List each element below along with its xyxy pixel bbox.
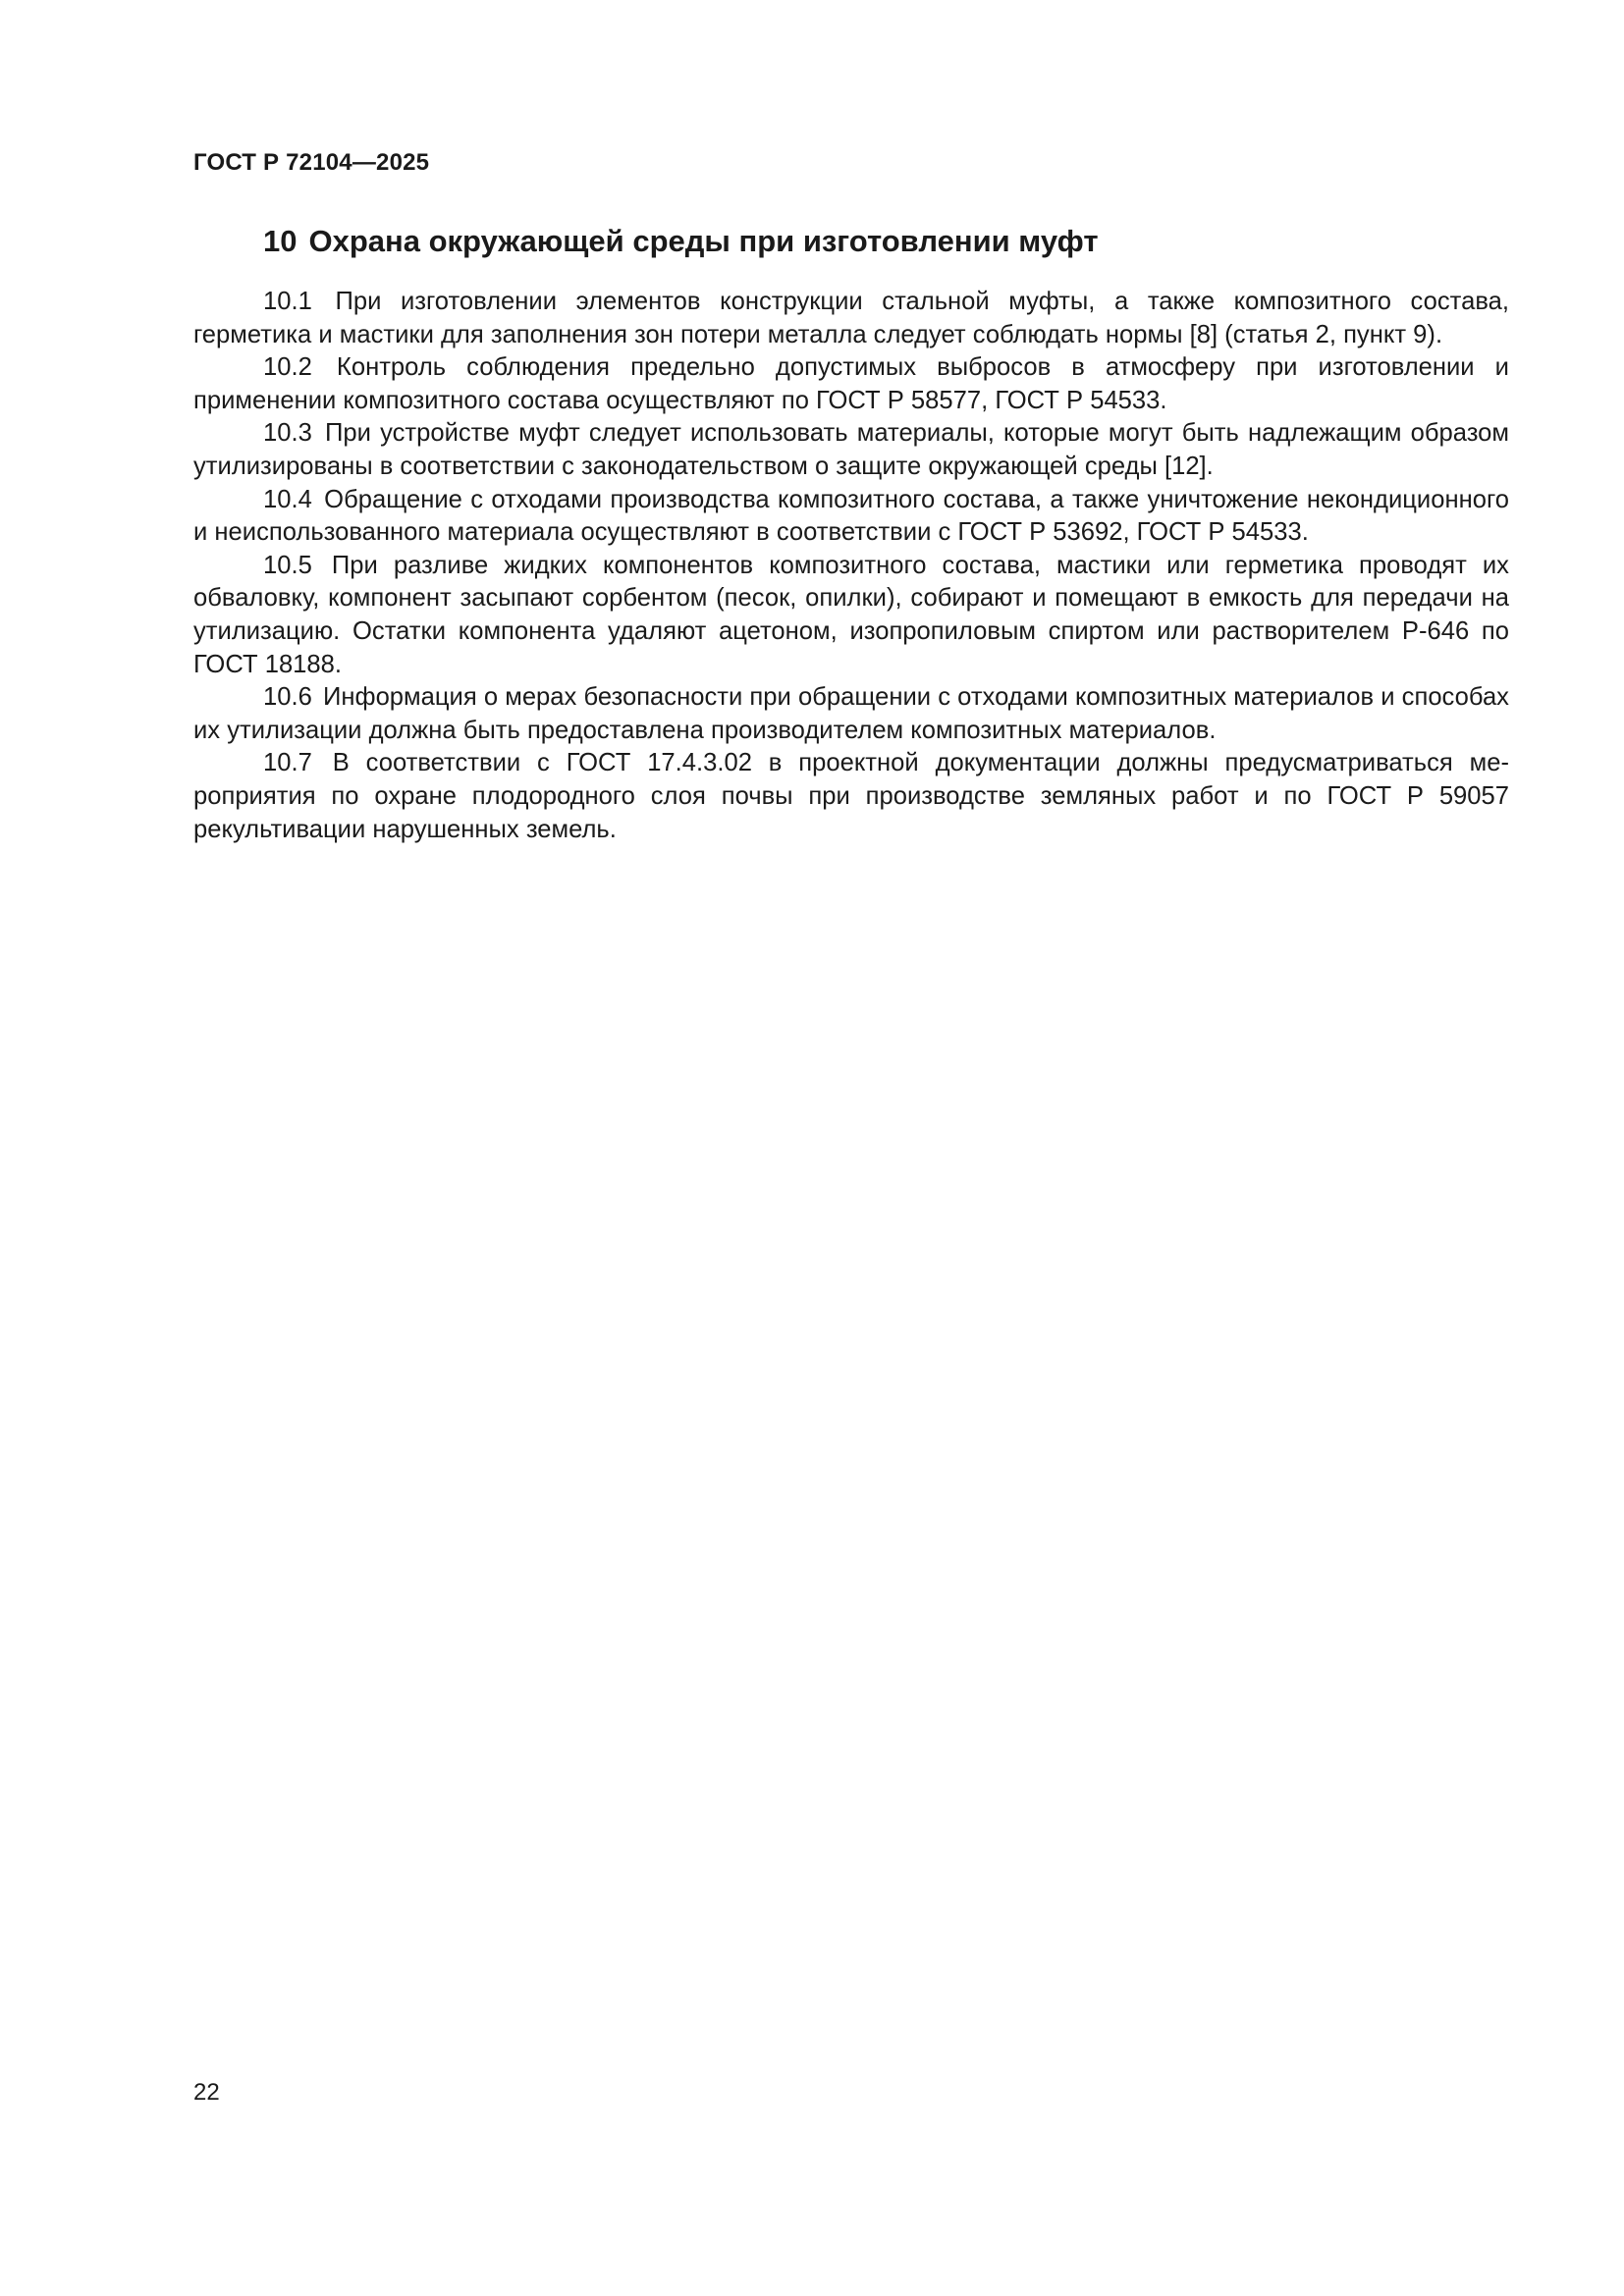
page-number: 22	[193, 2079, 220, 2106]
paragraph-number: 10.2	[263, 353, 312, 382]
paragraph-10-7	[193, 747, 1509, 846]
paragraph-text: Контроль соблюдения предельно допустимых выбросов в атмосферу при изготовлении и применении композитного состава осуществляют по ГОСТ Р 58577, ГОСТ Р 54533.	[193, 353, 1509, 414]
standard-code-header: ГОСТ Р 72104—2025	[193, 149, 430, 176]
paragraph-10-6	[193, 681, 1509, 747]
paragraph-10-1	[193, 286, 1509, 351]
paragraph-text: Обращение с отходами производства композитного состава, а также уничтожение некондиционного и неиспользованного материала осуществляют в соответствии с ГОСТ Р 53692, ГОСТ Р 54533.	[193, 485, 1509, 547]
section-body	[193, 286, 1509, 846]
paragraph-text: При устройстве муфт следует использовать материалы, которые могут быть надлежащим образом утилизированы в соответствии с законодательством о защите окружающей среды [12].	[193, 419, 1509, 480]
paragraph-10-4	[193, 484, 1509, 550]
paragraph-text: При изготовлении элементов конструкции стальной муфты, а также композитного состава, герметика и мастики для заполнения зон потери металла следует соблюдать нормы [8] (статья 2, пункт 9).	[193, 288, 1509, 348]
paragraph-number: 10.5	[263, 551, 312, 579]
paragraph-number: 10.3	[263, 419, 312, 448]
paragraph-number: 10.6	[263, 683, 312, 712]
paragraph-number: 10.1	[263, 288, 312, 315]
section-heading	[263, 224, 1099, 259]
paragraph-10-5	[193, 550, 1509, 681]
paragraph-text: Информация о мерах безопасности при обращении с отходами композитных материалов и способах их утилизации должна быть предоставлена производителем композитных материалов.	[193, 683, 1509, 744]
paragraph-text: В соответствии с ГОСТ 17.4.3.02 в проектной документации должны предусматриваться мероприятия по охране плодородного слоя почвы при производстве земляных работ и по ГОСТ Р 59057 рекультивации нарушенных земель.	[193, 749, 1509, 843]
section-number: 10	[263, 224, 298, 258]
paragraph-text: При разливе жидких компонентов композитного состава, мастики или герметика проводят их обваловку, компонент засыпают сорбентом (песок, опилки), собирают и помещают в емкость для передачи на утилизацию. Остатки компонента удаляют ацетоном, изопропиловым спиртом или растворителем Р-646 по ГОСТ 18188.	[193, 551, 1509, 678]
section-title-text: Охрана окружающей среды при изготовлении муфт	[308, 224, 1099, 258]
paragraph-number: 10.4	[263, 485, 312, 513]
paragraph-10-3	[193, 417, 1509, 483]
paragraph-number: 10.7	[263, 749, 312, 777]
paragraph-10-2	[193, 351, 1509, 417]
